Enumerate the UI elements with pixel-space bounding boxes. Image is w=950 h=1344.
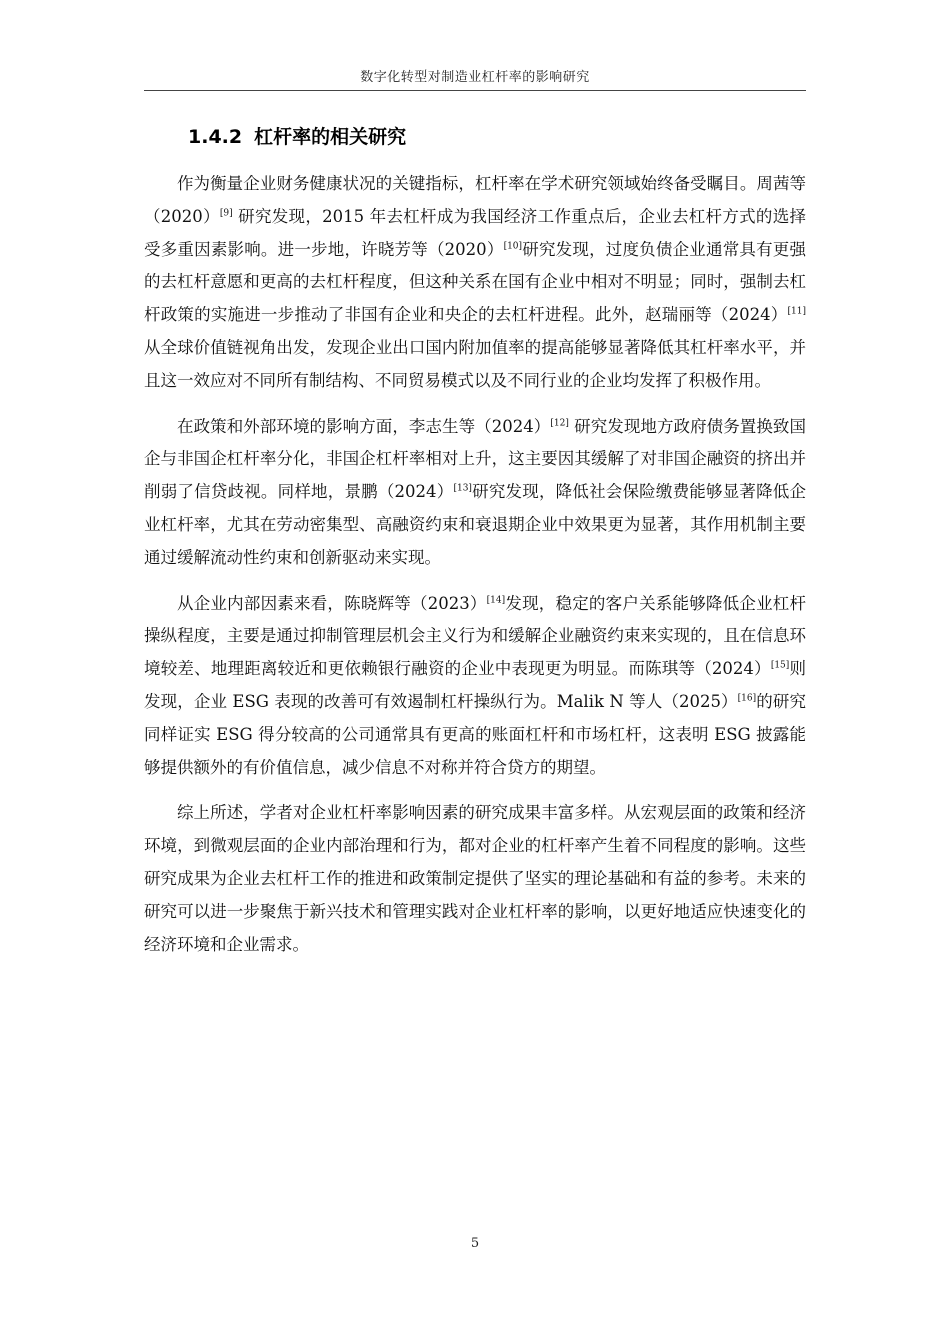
citation-ref: [10] [503,241,523,252]
paragraph-text: 发现，稳定的客户关系能够降低企业杠杆操纵程度，主要是通过抑制管理层机会主义行为和缓解企业融资约束来实现的，且在信息环境较差、地理距离较近和更依赖银行融资的企业中表现更为明显。而陈琪等（2024） [144,593,807,679]
paragraph [144,588,806,785]
paragraph-text: 从全球价值链视角出发，发现企业出口国内附加值率的提高能够显著降低其杠杆率水平，并且这一效应对不同所有制结构、不同贸易模式以及不同行业的企业均发挥了积极作用。 [144,337,806,390]
paragraph-text: 研究发现，过度负债企业通常具有更强的去杠杆意愿和更高的去杠杆程度，但这种关系在国有企业中相对不明显；同时，强制去杠杆政策的实施进一步推动了非国有企业和央企的去杠杆进程。此外，赵瑞丽等（2024） [144,239,806,325]
paragraph [144,411,806,575]
citation-ref: [9] [219,208,233,219]
header-divider [144,90,806,91]
paragraph-text: 综上所述，学者对企业杠杆率影响因素的研究成果丰富多样。从宏观层面的政策和经济环境，到微观层面的企业内部治理和行为，都对企业的杠杆率产生着不同程度的影响。这些研究成果为企业去杠杆工作的推进和政策制定提供了坚实的理论基础和有益的参考。未来的研究可以进一步聚焦于新兴技术和管理实践对企业杠杆率的影响，以更好地适应快速变化的经济环境和企业需求。 [144,803,806,954]
citation-ref: [15] [770,660,790,671]
paragraph [144,168,806,398]
citation-ref: [16] [737,693,757,704]
paragraph-text: 研究发现，2015 年去杠杆成为我国经济工作重点后，企业去杠杆方式的选择受多重因素影响。进一步地，许晓芳等（2020） [144,206,806,259]
citation-ref: [12] [550,418,569,429]
section-number: 1.4.2 [188,126,243,148]
running-header: 数字化转型对制造业杠杆率的影响研究 [360,70,590,85]
paragraph-text: 则发现，企业 ESG 表现的改善可有效遏制杠杆操纵行为。Malik N 等人（2025） [144,659,806,711]
paragraph [144,797,806,961]
paragraph-text: 在政策和外部环境的影响方面，李志生等（2024） [177,416,551,436]
paragraph-text: 研究发现，降低社会保险缴费能够显著降低企业杠杆率，尤其在劳动密集型、高融资约束和衰退期企业中效果更为显著，其作用机制主要通过缓解流动性约束和创新驱动来实现。 [144,482,806,567]
paragraph-text: 从企业内部因素来看，陈晓辉等（2023） [177,593,487,613]
citation-ref: [11] [787,306,806,317]
citation-ref: [13] [453,483,472,494]
section-title: 杠杆率的相关研究 [254,126,407,148]
body-text [144,168,806,974]
paragraph-text: 的研究同样证实 ESG 得分较高的公司通常具有更高的账面杠杆和市场杠杆，这表明 ESG 披露能够提供额外的有价值信息，减少信息不对称并符合贷方的期望。 [144,691,806,777]
section-heading [188,122,406,149]
page-number: 5 [470,1236,480,1251]
paragraph-text: 作为衡量企业财务健康状况的关键指标，杠杆率在学术研究领域始终备受瞩目。周茜等（2020） [144,174,806,226]
paragraph-text: 研究发现地方政府债务置换致国企与非国企杠杆率分化，非国企杠杆率相对上升，这主要因其缓解了对非国企融资的挤出并削弱了信贷歧视。同样地，景鹏（2024） [144,416,806,502]
citation-ref: [14] [486,595,506,606]
